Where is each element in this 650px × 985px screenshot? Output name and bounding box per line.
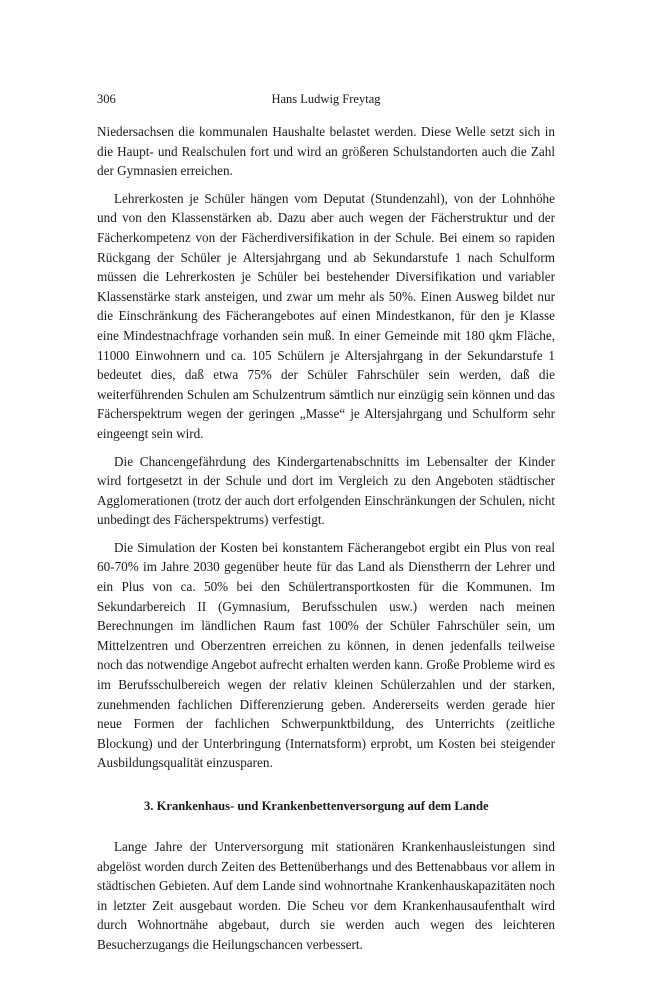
running-head-author: Hans Ludwig Freytag <box>271 92 381 106</box>
book-page <box>97 92 555 955</box>
body-paragraph-cost-simulation: Die Simulation der Kosten bei konstantem Fächerangebot ergibt ein Plus von real 60-70% im Jahre 2030 gegenüber heute für das Land als Dienstherrn der Lehrer und ein Plus von ca. 50% bei den Schülertransportkosten für die Kommunen. Im Sekundarbereich II (Gymnasium, Berufsschulen usw.) werden nach meinen Berechnungen im ländlichen Raum fast 100% der Schüler Fahrschüler sein, um Mittelzentren und Oberzentren erreichen zu können, in denen jedenfalls teilweise noch das notwendige Angebot aufrecht erhalten werden kann. Große Probleme wird es im Berufsschulbereich wegen der relativ kleinen Schülerzahlen und der starken, zunehmenden fachlichen Differenzierung geben. Andererseits werden gerade hier neue Formen der fachlichen Schwerpunktbildung, des Unterrichts (zeitliche Blockung) und der Unterbringung (Internatsform) erprobt, um Kosten bei steigender Ausbildungsqualität einzusparen. <box>97 539 555 771</box>
body-paragraph-continued: Niedersachsen die kommunalen Haushalte belastet werden. Diese Welle setzt sich in die Haupt- und Realschulen fort und wird an größeren Schulstandorten auch die Zahl der Gymnasien erreichen. <box>97 124 555 179</box>
body-paragraph-teacher-costs: Lehrerkosten je Schüler hängen vom Deputat (Stundenzahl), von der Lohnhöhe und von den Klassenstärken ab. Dazu aber auch wegen der Fächerstruktur und der Fächerkompetenz von der Fächerdiversifikation in der Schule. Bei einem so rapiden Rückgang der Schüler je Altersjahrgang und ab Sekundarstufe 1 nach Schulform müssen die Lehrerkosten je Schüler bei bestehender Diversifikation und variabler Klassenstärke stark ansteigen, und zwar um mehr als 50%. Einen Ausweg bildet nur die Einschränkung des Fächerangebotes auf einen Mindestkanon, für den je Klasse eine Mindestnachfrage vorhanden sein muß. In einer Gemeinde mit 180 qkm Fläche, 11000 Einwohnern und ca. 105 Schülern je Altersjahrgang in der Sekundarstufe 1 bedeutet dies, daß etwa 75% der Schüler Fahrschüler sein werden, daß die weiterführenden Schulen am Schulzentrum sämtlich nur einzügig sein können und das Fächerspektrum wegen der geringen „Masse“ je Altersjahrgang und Schulform sehr eingeengt sein wird. <box>97 190 555 441</box>
page-number: 306 <box>97 92 116 106</box>
running-header <box>97 92 555 112</box>
body-paragraph-opportunity-risk: Die Chancengefährdung des Kindergartenabschnitts im Lebensalter der Kinder wird fortgesetzt in der Schule und dort im Vergleich zu den Angeboten städtischer Agglomerationen (trotz der auch dort erfolgenden Einschränkungen der Schulen, nicht unbedingt des Fächerspektrums) verfestigt. <box>97 453 555 528</box>
body-paragraph-hospital-care: Lange Jahre der Unterversorgung mit stationären Krankenhausleistungen sind abgelöst worden durch Zeiten des Bettenüberhangs und des Bettenabbaus vor allem in städtischen Gebieten. Auf dem Lande sind wohnortnahe Krankenhauskapazitäten noch in letzter Zeit ausgebaut worden. Die Scheu vor dem Krankenhausaufenthalt wird durch Wohnortnähe abgebaut, durch sie werden auch wegen des leichteren Besucherzugangs die Heilungschancen verbessert. <box>97 839 555 952</box>
section-heading: 3. Krankenhaus- und Krankenbettenversorgung auf dem Lande <box>144 799 489 813</box>
